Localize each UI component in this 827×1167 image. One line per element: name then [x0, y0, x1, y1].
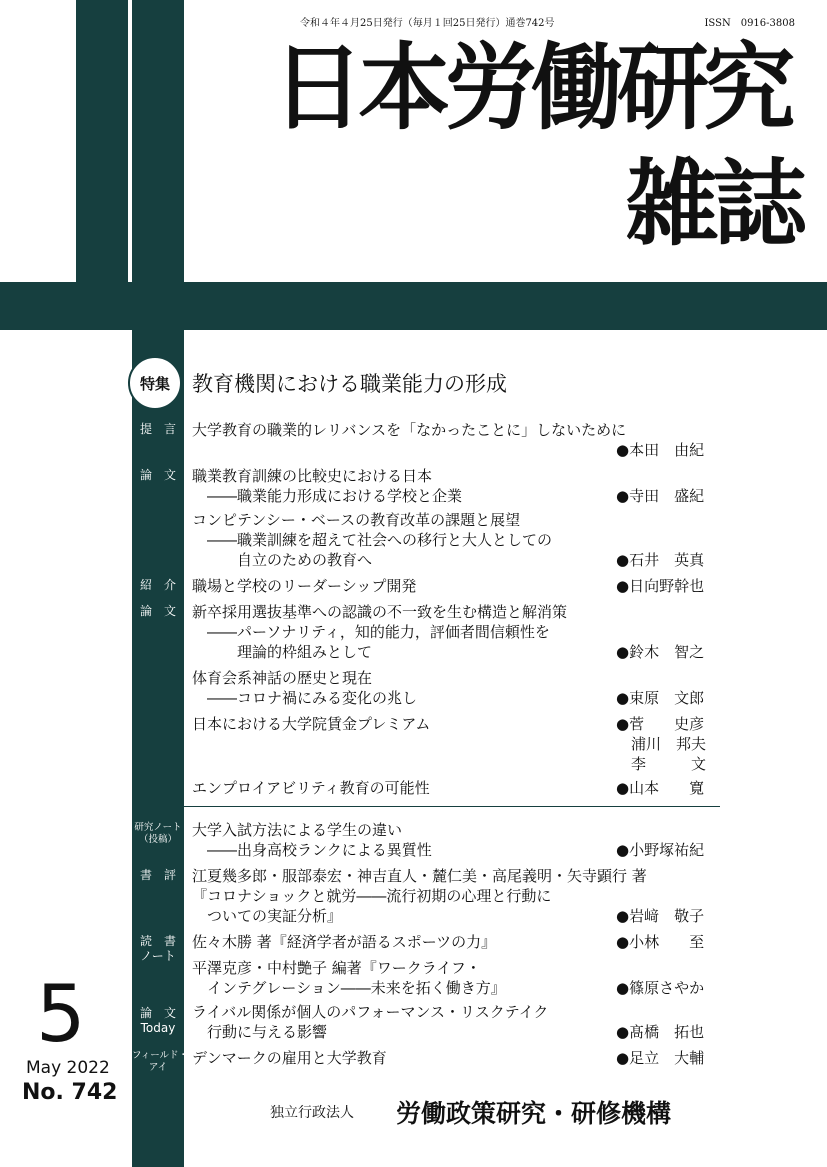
feature-title: 教育機関における職業能力の形成 — [192, 372, 507, 396]
category-research-note — [132, 822, 184, 846]
entry-title: 江夏幾多郎・服部泰宏・神吉直人・麓仁美・高尾義明・矢寺顕行 著 — [192, 867, 647, 885]
entry-subtitle: ――職業能力形成における学校と企業 — [192, 487, 463, 505]
journal-title-line1: 日本労働研究 — [272, 34, 790, 143]
entry-title: デンマークの雇用と大学教育 — [192, 1049, 387, 1067]
entry-author: ●篠原さやか — [616, 979, 705, 997]
entry-author: ●小野塚祐紀 — [616, 841, 705, 859]
entry-title: 職場と学校のリーダーシップ開発 — [192, 577, 417, 595]
entry-author: ●菅 史彦 — [616, 715, 705, 733]
entry-title: 平澤克彦・中村艶子 編著『ワークライフ・ — [192, 959, 481, 977]
entry-subtitle: ――出身高校ランクによる異質性 — [192, 841, 432, 859]
entry-author: ●石井 英真 — [616, 551, 705, 569]
category-article-today — [132, 1006, 184, 1036]
entry-author: ●寺田 盛紀 — [616, 487, 705, 505]
category-review: 書 評 — [139, 868, 176, 882]
entry-subtitle: 『コロナショックと就労――流行初期の心理と行動に — [192, 887, 552, 905]
feature-badge: 特集 — [128, 356, 182, 410]
decor-band — [0, 282, 827, 330]
entry-author: ●岩﨑 敬子 — [616, 907, 705, 925]
entry-title: 佐々木勝 著『経済学者が語るスポーツの力』 — [192, 933, 497, 951]
category-reading-note-line2: ノート — [140, 949, 176, 963]
entry-author: ●小林 至 — [616, 933, 705, 951]
entry-author: ●束原 文郎 — [616, 689, 705, 707]
entry-subtitle: ――職業訓練を超えて社会への移行と大人としての — [192, 531, 553, 549]
entry-title: 新卒採用選抜基準への認識の不一致を生む構造と解消策 — [192, 603, 568, 621]
entry-author: 李 文 — [616, 755, 707, 773]
entry-title: 職業教育訓練の比較史における日本 — [192, 467, 433, 485]
entry-title: 大学入試方法による学生の違い — [192, 821, 403, 839]
issue-month: May 2022 — [26, 1058, 110, 1078]
category-article: 論 文 — [139, 604, 176, 618]
entry-title: コンピテンシー・ベースの教育改革の課題と展望 — [192, 511, 521, 529]
entry-title: 体育会系神話の歴史と現在 — [192, 669, 373, 687]
category-research-note-line2: （投稿） — [138, 833, 177, 845]
entry-title: ライバル関係が個人のパフォーマンス・リスクテイク — [192, 1003, 549, 1021]
entry-subtitle: インテグレーション――未来を拓く働き方』 — [192, 979, 506, 997]
category-article-today-line1: 論 文 — [139, 1006, 176, 1020]
entry-subtitle: 自立のための教育へ — [192, 551, 373, 569]
entry-subtitle: ――コロナ禍にみる変化の兆し — [192, 689, 418, 707]
category-field-eye — [132, 1050, 189, 1074]
publisher-name: 労働政策研究・研修機構 — [396, 1099, 672, 1128]
category-reading-note — [132, 934, 184, 964]
entry-author: ●鈴木 智之 — [616, 643, 705, 661]
entry-author: ●髙橋 拓也 — [616, 1023, 705, 1041]
category-reading-note-line1: 読 書 — [139, 934, 176, 948]
category-proposal: 提 言 — [139, 422, 176, 436]
category-introduction: 紹 介 — [139, 578, 176, 592]
issue-no: No. 742 — [22, 1080, 118, 1105]
publisher-prefix: 独立行政法人 — [270, 1105, 354, 1121]
entry-title: 大学教育の職業的レリバンスを「なかったことに」しないために — [192, 421, 627, 439]
entry-subtitle: ――パーソナリティ，知的能力，評価者間信頼性を — [192, 623, 550, 641]
section-divider — [184, 806, 720, 807]
entry-author: 浦川 邦夫 — [616, 735, 707, 753]
journal-title-line2: 雑誌 — [624, 150, 801, 259]
entry-title: 日本における大学院賃金プレミアム — [192, 715, 431, 733]
category-field-eye-line1: フィールド・ — [132, 1050, 189, 1061]
issue-number: 5 — [36, 970, 86, 1060]
publication-info: 令和４年４月25日発行（毎月１回25日発行）通巻742号 — [300, 18, 555, 29]
category-article: 論 文 — [139, 468, 176, 482]
entry-author: ●足立 大輔 — [616, 1049, 705, 1067]
entry-author: ●日向野幹也 — [616, 577, 705, 595]
entry-subtitle: 行動に与える影響 — [192, 1023, 328, 1041]
category-research-note-line1: 研究ノート — [134, 822, 182, 833]
entry-subtitle: 理論的枠組みとして — [192, 643, 373, 661]
entry-title: エンプロイアビリティ教育の可能性 — [192, 779, 430, 797]
entry-subtitle: ついての実証分析』 — [192, 907, 343, 925]
decor-bar-left — [76, 0, 128, 330]
entry-author: ●山本 寛 — [616, 779, 705, 797]
category-article-today-line2: Today — [140, 1021, 176, 1035]
issn: ISSN 0916-3808 — [704, 18, 795, 29]
category-field-eye-line2: アイ — [148, 1061, 168, 1073]
entry-author: ●本田 由紀 — [616, 441, 705, 459]
